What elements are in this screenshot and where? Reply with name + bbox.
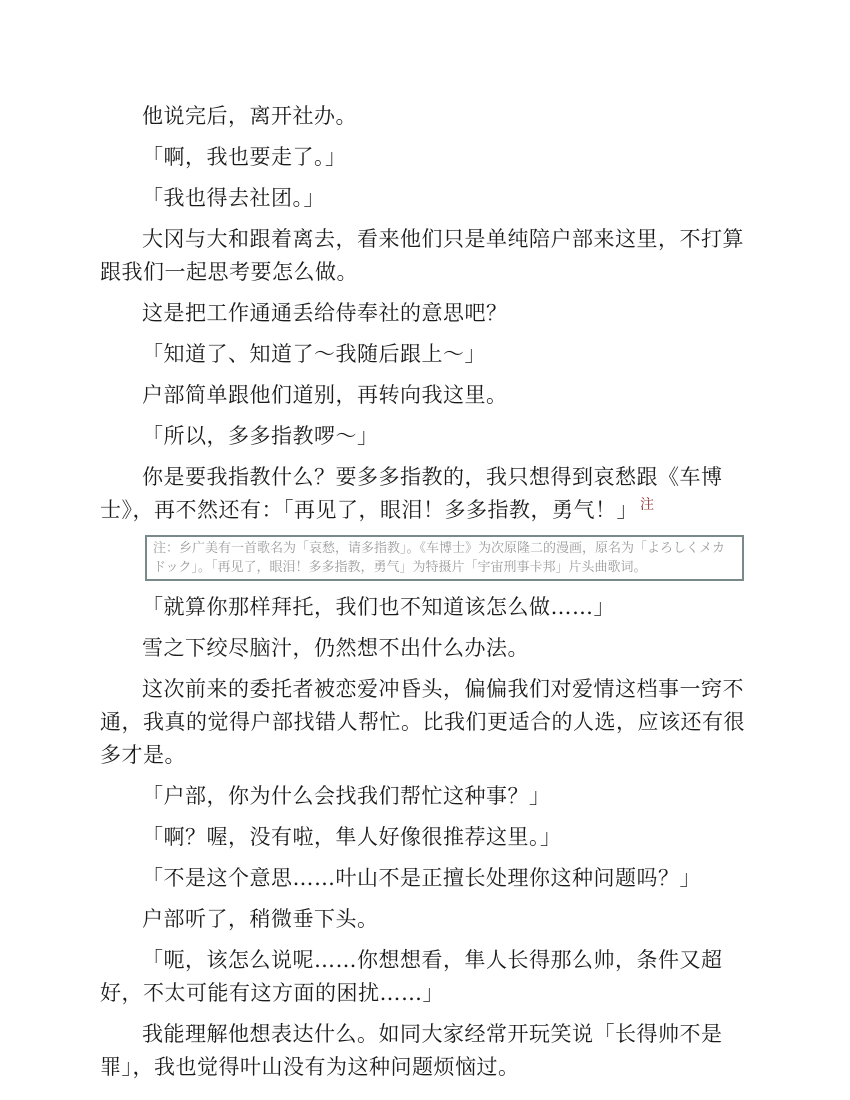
- paragraph: 「知道了、知道了～我随后跟上～」: [142, 342, 486, 366]
- paragraph: 「户部，你为什么会找我们帮忙这种事？」: [142, 784, 551, 808]
- paragraph: 雪之下绞尽脑汁，仍然想不出什么办法。: [142, 636, 529, 660]
- paragraph: 「啊，我也要走了。」: [142, 145, 347, 169]
- paragraph: 「呃，该怎么说呢……你想想看，隼人长得那么帅，条件又超好，不太可能有这方面的困扰……」: [100, 948, 723, 1005]
- paragraph: 户部简单跟他们道别，再转向我这里。: [142, 383, 508, 407]
- footnote-reference[interactable]: 注: [640, 497, 655, 513]
- paragraph: 「我也得去社团。」: [142, 186, 325, 210]
- paragraph: 户部听了，稍微垂下头。: [142, 907, 379, 931]
- paragraph: 「就算你那样拜托，我们也不知道该怎么做……」: [142, 595, 615, 619]
- paragraph: 「所以，多多指教啰～」: [142, 424, 379, 448]
- paragraph-with-note: [100, 461, 750, 527]
- paragraph: 这次前来的委托者被恋爱冲昏头，偏偏我们对爱情这档事一窍不通，我真的觉得户部找错人帮忙。比我们更适合的人选，应该还有很多才是。: [100, 677, 745, 767]
- footnote-box: [145, 535, 744, 581]
- paragraph: 「啊？喔，没有啦，隼人好像很推荐这里。」: [142, 825, 562, 849]
- paragraph: 「不是这个意思……叶山不是正擅长处理你这种问题吗？」: [142, 866, 701, 890]
- paragraph: 这是把工作通通丢给侍奉社的意思吧？: [142, 301, 508, 325]
- book-page: [100, 100, 750, 1092]
- paragraph: 他说完后，离开社办。: [142, 104, 357, 128]
- paragraph: 大冈与大和跟着离去，看来他们只是单纯陪户部来这里，不打算跟我们一起思考要怎么做。: [100, 227, 744, 284]
- paragraph-text: 你是要我指教什么？要多多指教的，我只想得到哀愁跟《车博士》，再不然还有：「再见了，眼泪！多多指教，勇气！」: [100, 465, 723, 522]
- paragraph: 我能理解他想表达什么。如同大家经常开玩笑说「长得帅不是罪」，我也觉得叶山没有为这种问题烦恼过。: [100, 1022, 723, 1079]
- footnote-text: 注：乡广美有一首歌名为「哀愁，请多指教」。《车博士》为次原隆二的漫画，原名为「よろしくメカドック」。「再见了，眼泪！多多指教，勇气」为特摄片「宇宙刑事卡邦」片头曲歌词。: [153, 541, 726, 575]
